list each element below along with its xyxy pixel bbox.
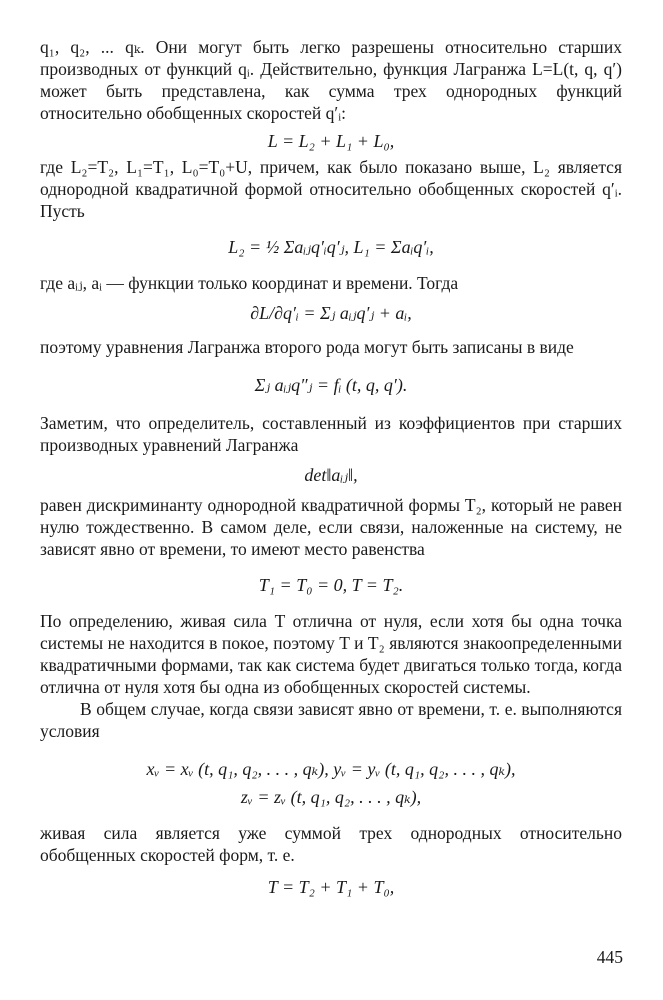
paragraph-5: Заметим, что определитель, составленный из коэффициентов при старших производных уравнений Лагранжа [40, 413, 622, 455]
formula-determinant: det‖aᵢⱼ‖, [304, 465, 358, 485]
formula-x-y-coordinates: xᵥ = xᵥ (t, q₁, q₂, . . . , qₖ), yᵥ = yᵥ (t, q₁, q₂, . . . , qₖ), [146, 759, 516, 779]
page-number: 445 [596, 947, 623, 967]
formula-z-coordinate: zᵥ = zᵥ (t, q₁, q₂, . . . , qₖ), [240, 787, 422, 807]
paragraph-1: q₁, q₂, ... qₖ. Они могут быть легко разрешены относительно старших производных от функций qᵢ. Действительно, функция Лагранжа L=L(t, q, q′) может быть представлена, как сумма трех однородных функций относительно обобщенных скоростей q′ᵢ: [40, 37, 622, 123]
paragraph-2: где L₂=T₂, L₁=T₁, L₀=T₀+U, причем, как было показано выше, L₂ является однородной квадратичной формой относительно обобщенных скоростей q′ᵢ. Пусть [40, 157, 622, 221]
formula-lagrangian-sum: L = L₂ + L₁ + L₀, [267, 131, 395, 151]
page-body [40, 36, 622, 906]
formula-lagrange-equations: Σⱼ aᵢⱼq″ⱼ = fᵢ (t, q, q′). [254, 375, 408, 395]
paragraph-6: равен дискриминанту однородной квадратичной формы T₂, который не равен нулю тождественно. В самом деле, если связи, наложенные на систему, не зависят явно от времени, то имеют место равенства [40, 495, 622, 559]
paragraph-9: живая сила является уже суммой трех однородных относительно обобщенных скоростей форм, т. е. [40, 823, 622, 865]
formula-kinetic-energy-sum: T = T₂ + T₁ + T₀, [267, 877, 395, 897]
formula-partial-derivative: ∂L/∂q′ᵢ = Σⱼ aᵢⱼq′ⱼ + aᵢ, [250, 303, 412, 323]
formula-t-equalities: T₁ = T₀ = 0, T = T₂. [258, 575, 404, 595]
formula-l2-l1: L₂ = ½ Σaᵢⱼq′ᵢq′ⱼ, L₁ = Σaᵢq′ᵢ, [228, 237, 434, 257]
paragraph-7: По определению, живая сила T отлична от нуля, если хотя бы одна точка системы не находится в покое, поэтому T и T₂ являются знакоопределенными квадратичными формами, так как система будет двигаться только тогда, когда отлична от нуля хотя бы одна из обобщенных скоростей системы. [40, 611, 622, 697]
paragraph-3: где aᵢⱼ, aᵢ — функции только координат и времени. Тогда [40, 273, 459, 293]
paragraph-4: поэтому уравнения Лагранжа второго рода могут быть записаны в виде [40, 337, 574, 357]
paragraph-8: В общем случае, когда связи зависят явно от времени, т. е. выполняются условия [40, 699, 622, 741]
